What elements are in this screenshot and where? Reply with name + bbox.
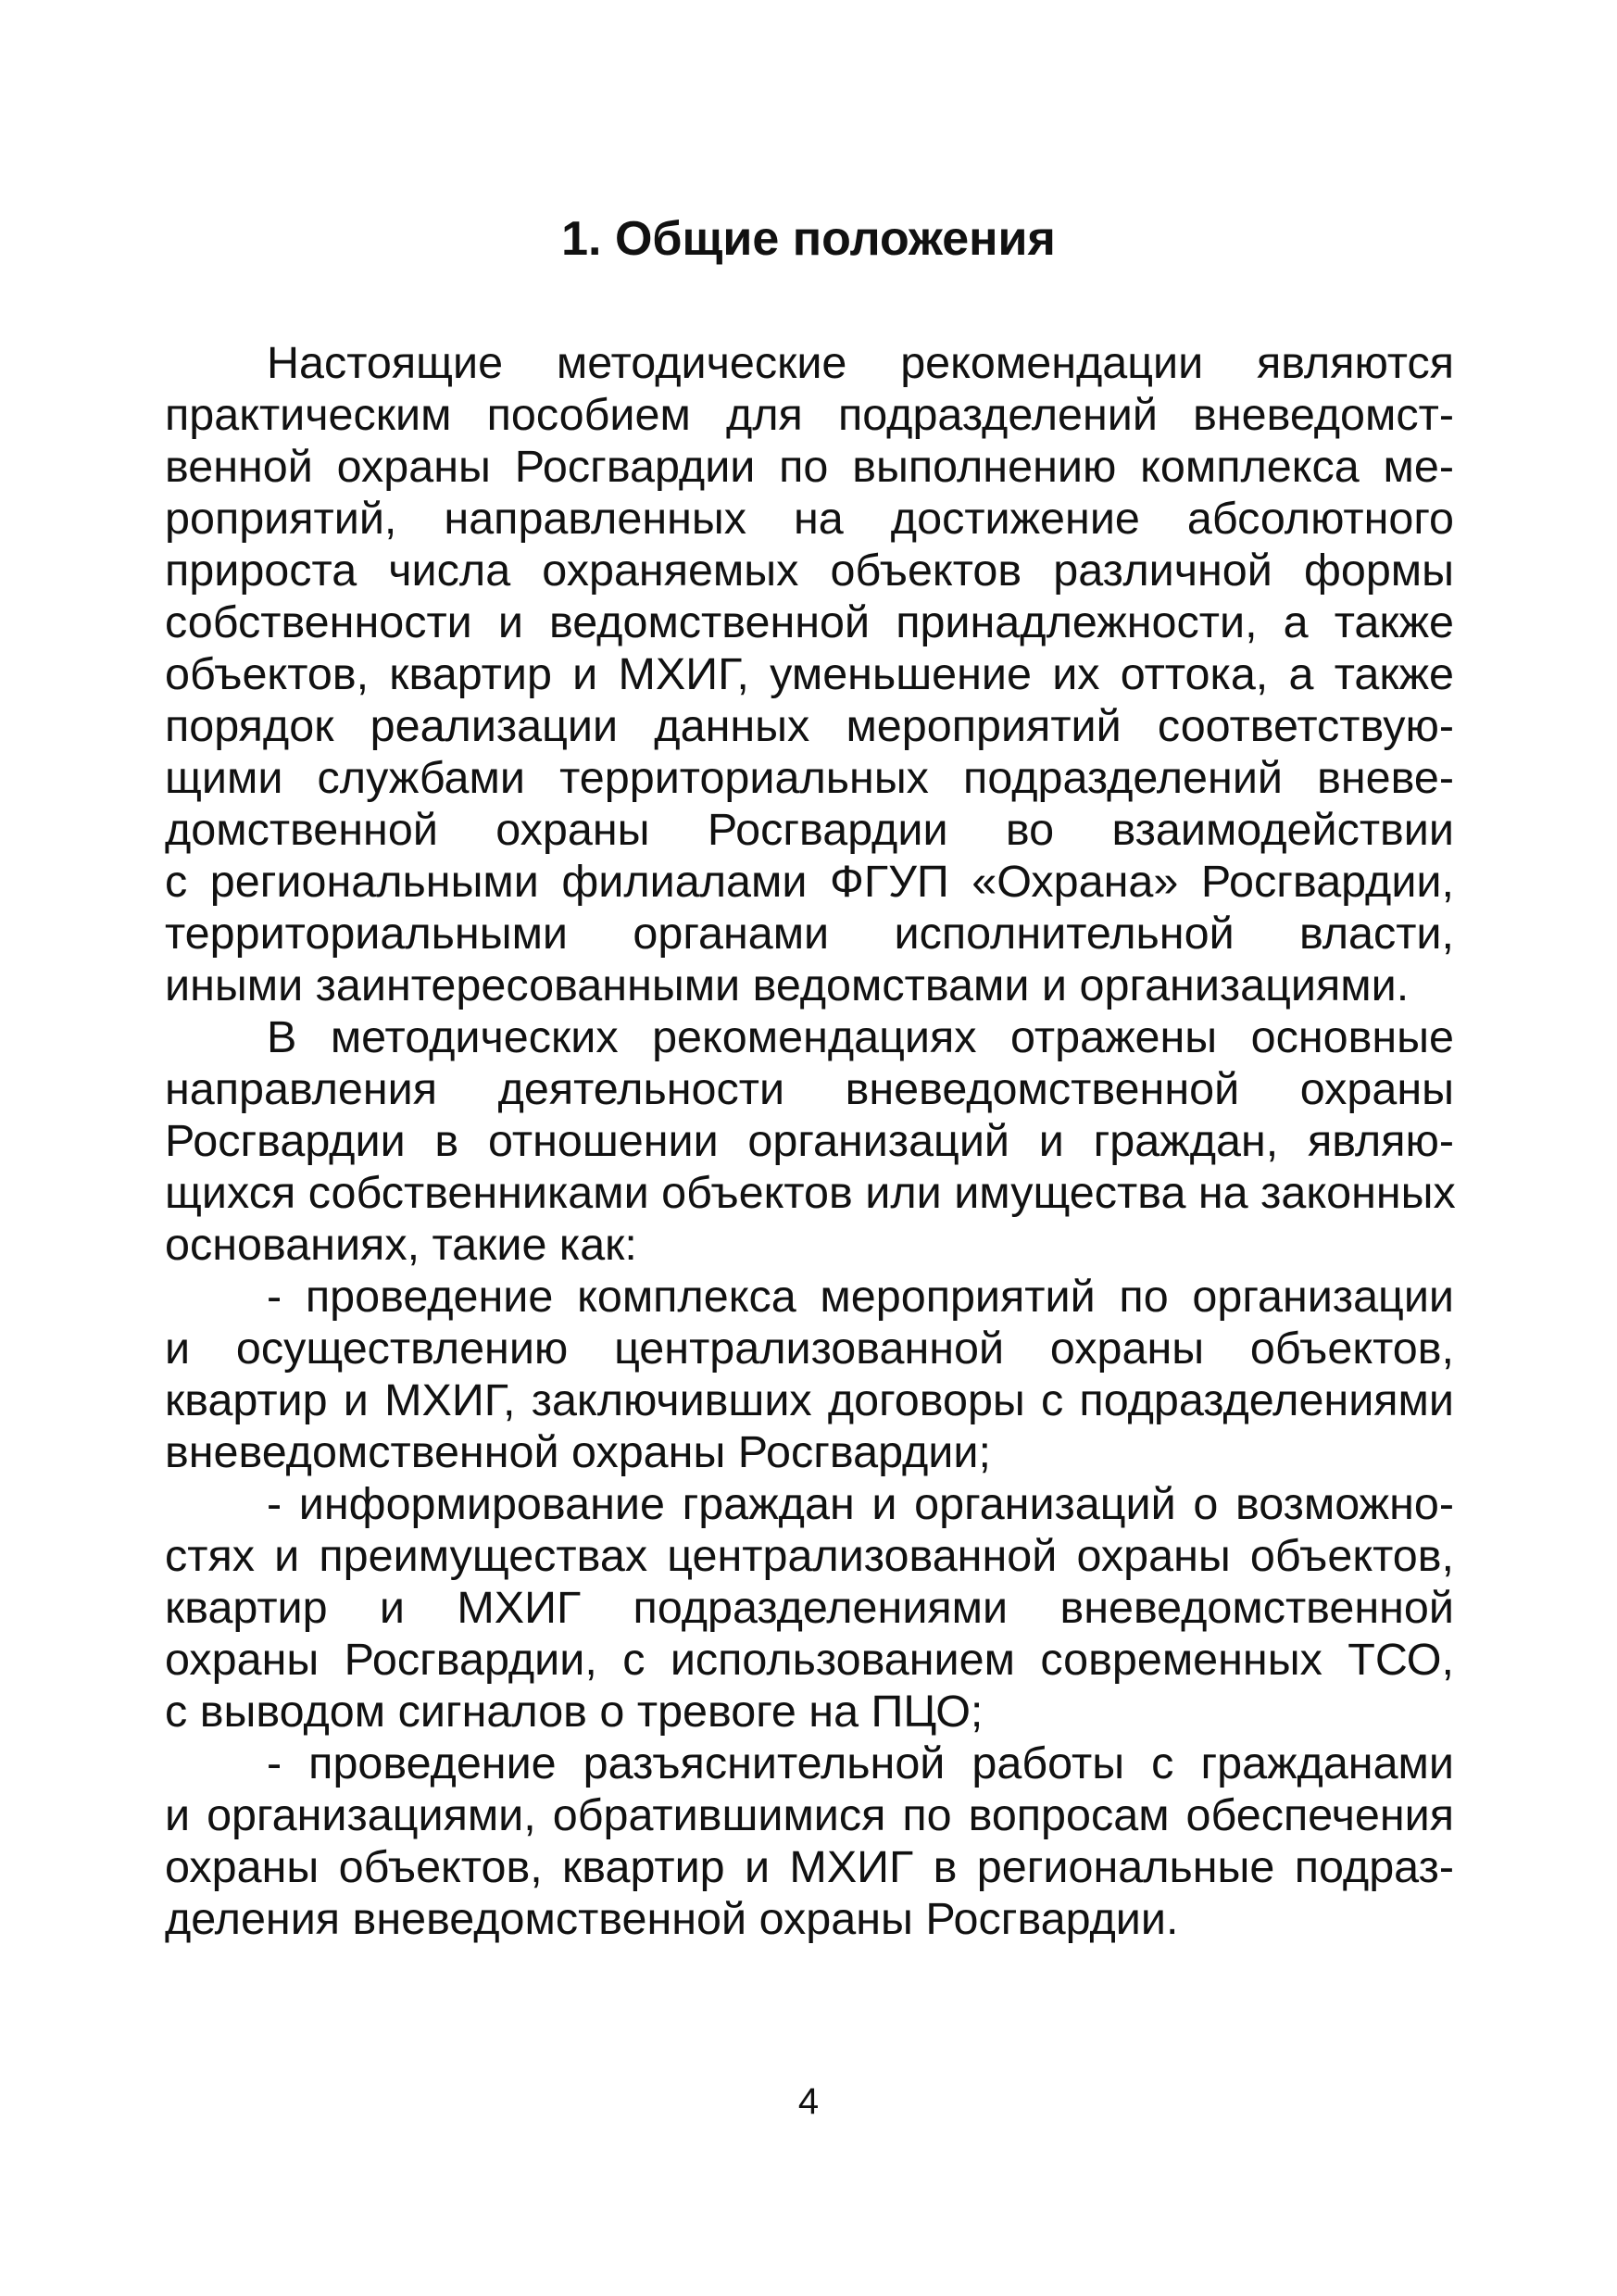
text-line: территориальными органами исполнительной власти, (165, 909, 1454, 959)
list-item-line: квартир и МХИГ подразделениями вневедомственной (165, 1583, 1454, 1633)
text-line: иными заинтересованными ведомствами и организациями. (165, 960, 1410, 1010)
list-item-line: стях и преимуществах централизованной охраны объектов, (165, 1531, 1454, 1581)
text-line: щихся собственниками объектов или имущества на законных (165, 1168, 1456, 1218)
list-item-line: охраны объектов, квартир и МХИГ в региональные подраз- (165, 1842, 1454, 1892)
text-line: роприятий, направленных на достижение абсолютного (165, 494, 1454, 544)
section-heading: 1. Общие положения (561, 212, 1056, 266)
list-item-line: с выводом сигналов о тревоге на ПЦО; (165, 1687, 984, 1737)
text-line: Росгвардии в отношении организаций и граждан, являю- (165, 1116, 1454, 1166)
list-item-line: охраны Росгвардии, с использованием современных ТСО, (165, 1635, 1454, 1685)
text-line: объектов, квартир и МХИГ, уменьшение их оттока, а также (165, 649, 1454, 699)
text-line: прироста числа охраняемых объектов различной формы (165, 546, 1454, 596)
list-item-line: - проведение разъяснительной работы с гражданами (267, 1738, 1454, 1788)
list-item-line: деления вневедомственной охраны Росгвардии. (165, 1894, 1179, 1944)
text-line: с региональными филиалами ФГУП «Охрана» Росгвардии, (165, 857, 1454, 907)
list-item-line: - информирование граждан и организаций о возможно- (267, 1479, 1454, 1529)
text-line: щими службами территориальных подразделений вневе- (165, 753, 1454, 803)
text-line: домственной охраны Росгвардии во взаимодействии (165, 805, 1454, 855)
text-line: Настоящие методические рекомендации являются (267, 338, 1454, 388)
page-number: 4 (797, 2081, 820, 2122)
text-line: основаниях, такие как: (165, 1220, 637, 1270)
text-line: порядок реализации данных мероприятий соответствую- (165, 701, 1454, 751)
text-line: практическим пособием для подразделений вневедомст- (165, 390, 1454, 440)
list-item-line: и организациями, обратившимися по вопросам обеспечения (165, 1790, 1454, 1840)
list-item-line: вневедомственной охраны Росгвардии; (165, 1427, 991, 1477)
text-line: собственности и ведомственной принадлежности, а также (165, 597, 1454, 647)
list-item-line: квартир и МХИГ, заключивших договоры с подразделениями (165, 1375, 1454, 1425)
text-line: венной охраны Росгвардии по выполнению комплекса ме- (165, 442, 1454, 492)
text-line: направления деятельности вневедомственной охраны (165, 1064, 1454, 1114)
list-item-line: - проведение комплекса мероприятий по организации (267, 1272, 1454, 1322)
text-line: В методических рекомендациях отражены основные (267, 1012, 1454, 1062)
list-item-line: и осуществлению централизованной охраны объектов, (165, 1324, 1454, 1374)
